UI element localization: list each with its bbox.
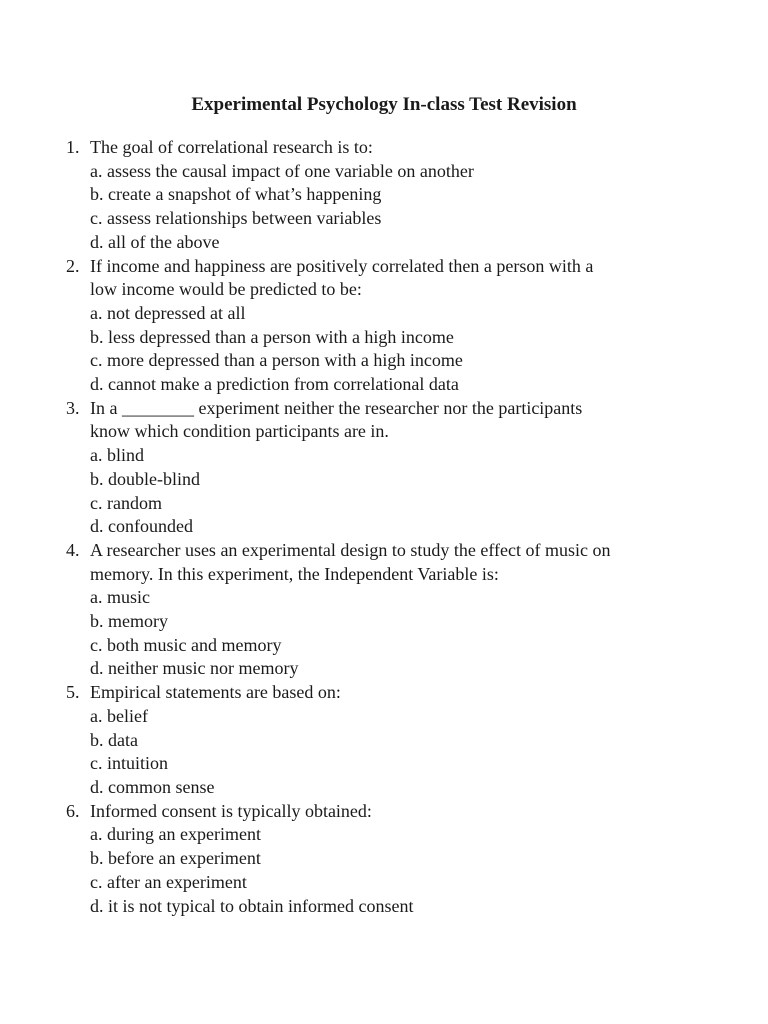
answer-option-d: d. confounded — [90, 516, 193, 537]
question-prompt — [66, 800, 746, 824]
question-2 — [66, 255, 746, 397]
answer-option-b: b. create a snapshot of what’s happening — [90, 184, 382, 205]
question-5 — [66, 681, 746, 800]
answer-option-a: a. blind — [90, 445, 144, 466]
answer-option-a: a. during an experiment — [90, 824, 261, 845]
question-number: 1. — [66, 137, 80, 157]
question-text — [90, 255, 746, 302]
document-title: Experimental Psychology In-class Test Revision — [191, 94, 577, 115]
question-number: 4. — [66, 539, 80, 560]
answer-option-c: c. after an experiment — [90, 871, 247, 892]
question-text-line: know which condition participants are in. — [90, 421, 389, 442]
question-text-line: low income would be predicted to be: — [90, 279, 362, 300]
question-text-line: The goal of correlational research is to: — [90, 137, 373, 157]
answer-option-d: d. it is not typical to obtain informed consent — [90, 895, 414, 916]
question-prompt — [66, 397, 746, 444]
question-text-line: In a ________ experiment neither the researcher nor the participants — [90, 397, 583, 418]
answer-option-b: b. less depressed than a person with a high income — [90, 326, 454, 347]
question-list — [66, 136, 746, 918]
answer-option-d: d. neither music nor memory — [90, 658, 299, 679]
question-text — [90, 397, 746, 444]
question-text — [90, 136, 746, 160]
answer-option-a: a. not depressed at all — [90, 302, 246, 323]
question-text-line: A researcher uses an experimental design to study the effect of music on — [90, 539, 611, 560]
question-text — [90, 681, 746, 705]
question-prompt — [66, 539, 746, 586]
answer-option-b: b. double-blind — [90, 468, 200, 489]
question-text-line: Informed consent is typically obtained: — [90, 800, 372, 821]
question-text-line: memory. In this experiment, the Independent Variable is: — [90, 563, 499, 584]
question-3 — [66, 397, 746, 539]
answer-option-c: c. intuition — [90, 753, 168, 774]
answer-option-a: a. assess the causal impact of one variable on another — [90, 160, 474, 181]
answer-option-d: d. all of the above — [90, 231, 220, 252]
question-4 — [66, 539, 746, 681]
question-prompt — [66, 255, 746, 302]
answer-option-b: b. data — [90, 729, 138, 750]
answer-options — [66, 444, 746, 539]
question-prompt — [66, 136, 746, 160]
question-number: 3. — [66, 397, 80, 418]
answer-options — [66, 586, 746, 681]
answer-option-c: c. both music and memory — [90, 634, 282, 655]
question-6 — [66, 800, 746, 919]
question-prompt — [66, 681, 746, 705]
answer-options — [66, 823, 746, 918]
question-text — [90, 800, 746, 824]
answer-option-c: c. random — [90, 492, 162, 513]
question-number: 6. — [66, 800, 80, 821]
answer-option-d: d. cannot make a prediction from correlational data — [90, 374, 459, 395]
question-text-line: If income and happiness are positively correlated then a person with a — [90, 255, 594, 276]
answer-options — [66, 302, 746, 397]
answer-option-c: c. more depressed than a person with a high income — [90, 350, 463, 371]
answer-option-b: b. memory — [90, 611, 168, 632]
answer-options — [66, 160, 746, 255]
question-number: 5. — [66, 682, 80, 703]
question-number: 2. — [66, 255, 80, 276]
answer-options — [66, 705, 746, 800]
answer-option-b: b. before an experiment — [90, 848, 261, 869]
answer-option-a: a. music — [90, 587, 150, 608]
answer-option-a: a. belief — [90, 705, 148, 726]
question-1 — [66, 136, 746, 255]
answer-option-d: d. common sense — [90, 776, 215, 797]
answer-option-c: c. assess relationships between variables — [90, 208, 382, 229]
question-text-line: Empirical statements are based on: — [90, 682, 341, 703]
question-text — [90, 539, 746, 586]
